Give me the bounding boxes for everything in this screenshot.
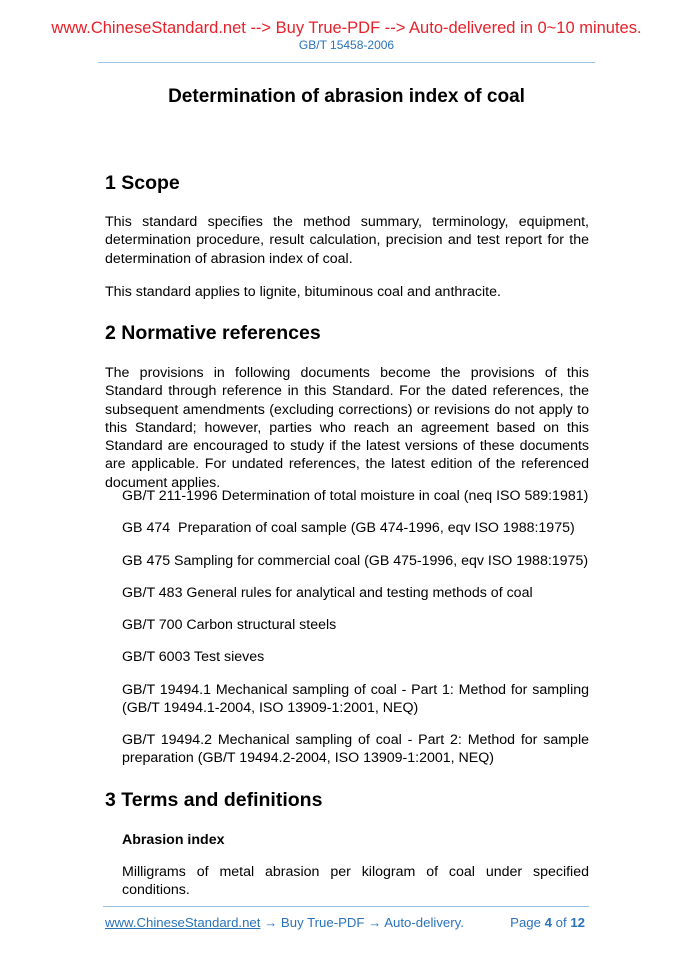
footer-link[interactable]: www.ChineseStandard.net: [105, 915, 261, 930]
footer: [105, 915, 585, 930]
page-number: 4: [544, 915, 552, 930]
reference-item: GB 475 Sampling for commercial coal (GB 475-1996, eqv ISO 1988:1975): [122, 553, 589, 569]
header-divider: [98, 62, 595, 63]
standard-code: GB/T 15458-2006: [298, 38, 395, 52]
section-heading-scope: 1 Scope: [105, 172, 180, 194]
reference-item: GB/T 19494.1 Mechanical sampling of coal - Part 1: Method for sampling (GB/T 19494.1-2004, ISO 13909-1:2001, NEQ): [122, 682, 589, 717]
promo-banner: www.ChineseStandard.net --> Buy True-PDF --> Auto-delivered in 0~10 minutes.: [51, 19, 642, 37]
reference-item: GB 474 Preparation of coal sample (GB 474-1996, eqv ISO 1988:1975): [122, 520, 575, 536]
reference-item: GB/T 19494.2 Mechanical sampling of coal - Part 2: Method for sample preparation (GB/T 19494.2-2004, ISO 13909-1:2001, NEQ): [122, 732, 589, 767]
section-heading-terms: 3 Terms and definitions: [105, 789, 323, 811]
page-label: Page: [510, 915, 541, 930]
paragraph: The provisions in following documents become the provisions of this Standard through reference in this Standard. For the dated references, the subsequent amendments (excluding corrections) or revisions do not apply to this Standard; however, parties who reach an agreement based on this Standard are encouraged to study if the latest versions of these documents are applicable. For undated references, the latest edition of the referenced document applies.: [105, 365, 589, 491]
of-label: of: [555, 915, 567, 930]
footer-divider: [103, 906, 589, 907]
term-name: Abrasion index: [122, 832, 225, 848]
footer-text: → Buy True-PDF → Auto-delivery.: [260, 915, 464, 930]
reference-item: GB/T 483 General rules for analytical and testing methods of coal: [122, 585, 533, 601]
term-definition: Milligrams of metal abrasion per kilogram of coal under specified conditions.: [122, 864, 589, 899]
reference-item: GB/T 211-1996 Determination of total moisture in coal (neq ISO 589:1981): [122, 488, 589, 504]
page-total: 12: [570, 915, 585, 930]
paragraph: This standard applies to lignite, bituminous coal and anthracite.: [105, 284, 501, 300]
paragraph: This standard specifies the method summary, terminology, equipment, determination procedure, result calculation, precision and test report for the determination of abrasion index of coal.: [105, 214, 589, 267]
section-heading-normative-references: 2 Normative references: [105, 322, 321, 344]
page-indicator: [510, 915, 585, 930]
document-title: Determination of abrasion index of coal: [168, 86, 525, 107]
reference-item: GB/T 6003 Test sieves: [122, 649, 265, 665]
reference-item: GB/T 700 Carbon structural steels: [122, 617, 337, 633]
